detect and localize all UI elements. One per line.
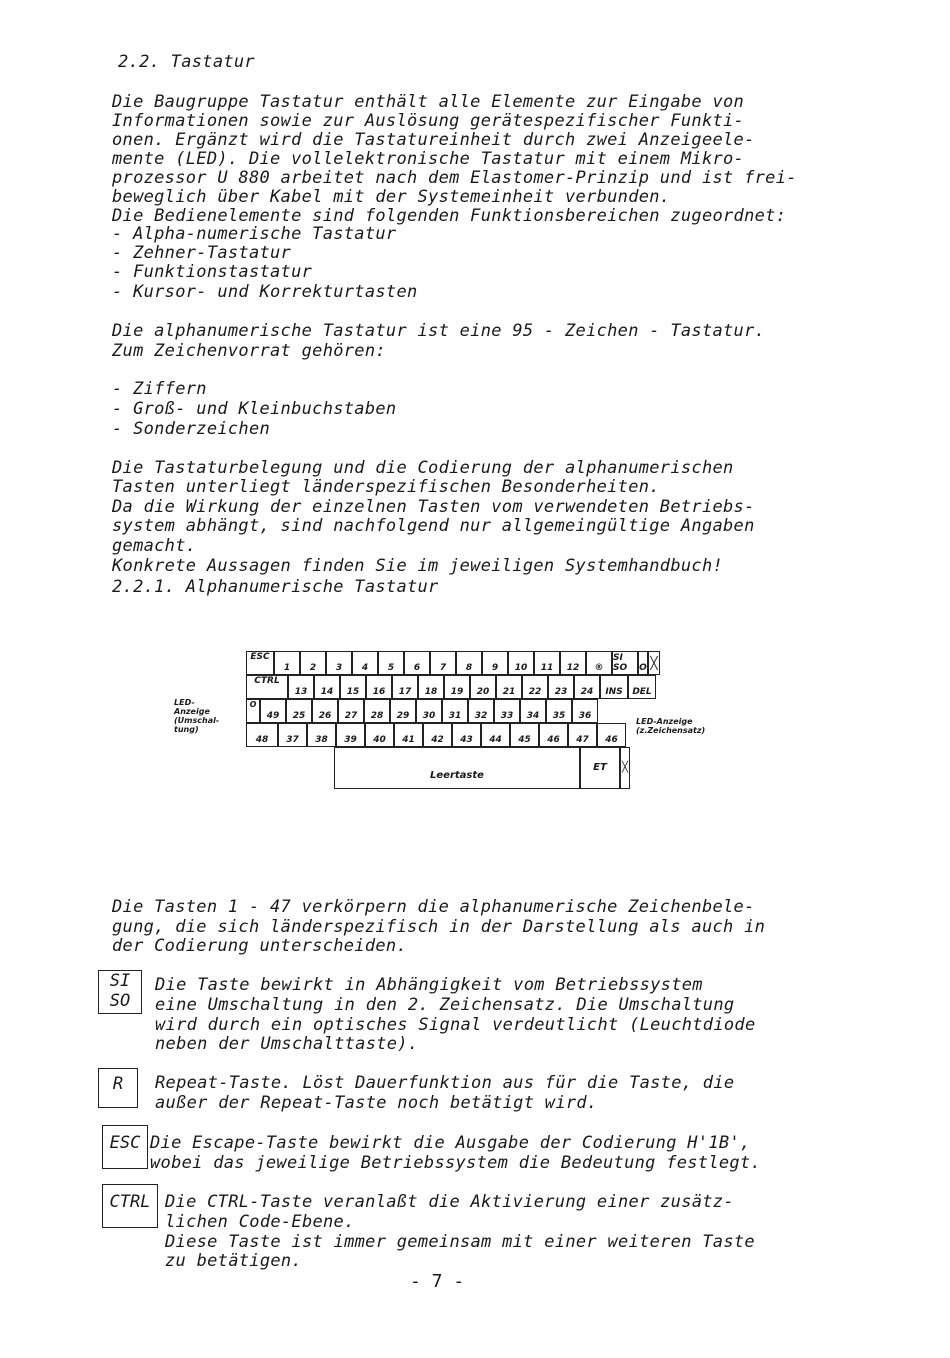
- key-row3: 29: [390, 699, 416, 723]
- list-item: - Funktionstastatur: [112, 262, 313, 282]
- text-line: Da die Wirkung der einzelnen Tasten vom verwendeten Betriebs-: [112, 497, 755, 517]
- text-line: eine Umschaltung in den 2. Zeichensatz. Die Umschaltung: [155, 995, 735, 1015]
- repeat-key-box: R: [98, 1068, 138, 1108]
- section-title: 2.2. Tastatur: [118, 52, 255, 72]
- list-item: - Kursor- und Korrekturtasten: [112, 282, 418, 302]
- text-line: Die Tasten 1 - 47 verkörpern die alphanumerische Zeichenbele-: [112, 897, 755, 917]
- key-row2: 18: [418, 675, 444, 699]
- key-row2: 23: [548, 675, 574, 699]
- text-line: Zum Zeichenvorrat gehören:: [112, 341, 386, 361]
- key-row4: 46: [597, 723, 626, 747]
- text-line: zu betätigen.: [165, 1251, 302, 1271]
- key-row1: ╳: [648, 651, 660, 675]
- page-number: - 7 -: [410, 1271, 465, 1292]
- key-row3: 34: [520, 699, 546, 723]
- key-row3: 30: [416, 699, 442, 723]
- key-row4: 40: [365, 723, 394, 747]
- text-line: Die alphanumerische Tastatur ist eine 95 - Zeichen - Tastatur.: [112, 321, 766, 341]
- key-row2: 13: [288, 675, 314, 699]
- key-row2: 21: [496, 675, 522, 699]
- text-line: Die Bedienelemente sind folgenden Funktionsbereichen zugeordnet:: [112, 206, 787, 226]
- key-row1: 2: [300, 651, 326, 675]
- key-row3: 26: [312, 699, 338, 723]
- key-row1: O: [638, 651, 648, 675]
- key-row1: 4: [352, 651, 378, 675]
- key-row2: 15: [340, 675, 366, 699]
- text-line: system abhängt, sind nachfolgend nur allgemeingültige Angaben: [112, 516, 755, 536]
- text-line: Diese Taste ist immer gemeinsam mit einer weiteren Taste: [165, 1232, 755, 1252]
- list-item: - Zehner-Tastatur: [112, 243, 292, 263]
- text-line: neben der Umschalttaste).: [155, 1034, 419, 1054]
- text-line: Die Baugruppe Tastatur enthält alle Elemente zur Eingabe von: [112, 92, 745, 112]
- key-row3: 35: [546, 699, 572, 723]
- key-row2: 20: [470, 675, 496, 699]
- key-row4: 46: [539, 723, 568, 747]
- text-line: außer der Repeat-Taste noch betätigt wird.: [155, 1093, 598, 1113]
- key-row3: 31: [442, 699, 468, 723]
- key-row1: ®: [586, 651, 612, 675]
- key-row1: 1: [274, 651, 300, 675]
- text-line: gung, die sich länderspezifisch in der Darstellung als auch in: [112, 917, 766, 937]
- key-row1: 3: [326, 651, 352, 675]
- key-row1: 5: [378, 651, 404, 675]
- list-item: - Ziffern: [112, 379, 207, 399]
- key-row2: INS: [600, 675, 628, 699]
- key-row2: 22: [522, 675, 548, 699]
- key-row4: 37: [278, 723, 307, 747]
- key-row1: 10: [508, 651, 534, 675]
- key-row3: 49: [260, 699, 286, 723]
- et-key: ET: [580, 747, 620, 789]
- key-row3: 36: [572, 699, 598, 723]
- key-row2: DEL: [628, 675, 656, 699]
- key-row2: CTRL: [246, 675, 288, 699]
- text-line: lichen Code-Ebene.: [165, 1212, 355, 1232]
- key-row4: 41: [394, 723, 423, 747]
- keyboard-diagram: [174, 645, 748, 805]
- key-row4: 38: [307, 723, 336, 747]
- led-right-label: LED-Anzeige (z.Zeichensatz): [636, 717, 706, 735]
- key-row2: 19: [444, 675, 470, 699]
- key-row4: 44: [481, 723, 510, 747]
- text-line: Die Taste bewirkt in Abhängigkeit vom Betriebssystem: [155, 975, 703, 995]
- key-row4: 47: [568, 723, 597, 747]
- text-line: Repeat-Taste. Löst Dauerfunktion aus für die Taste, die: [155, 1073, 735, 1093]
- key-row1: 6: [404, 651, 430, 675]
- si-so-key-box: SI SO: [98, 970, 142, 1014]
- text-line: Die Tastaturbelegung und die Codierung der alphanumerischen: [112, 458, 734, 478]
- key-row3: 28: [364, 699, 390, 723]
- key-row2: 16: [366, 675, 392, 699]
- text-line: der Codierung unterscheiden.: [112, 936, 407, 956]
- subsection-title: 2.2.1. Alphanumerische Tastatur: [112, 577, 439, 597]
- key-row4: 48: [246, 723, 278, 747]
- blank-key: ╳: [620, 747, 630, 789]
- text-line: Konkrete Aussagen finden Sie im jeweiligen Systemhandbuch!: [112, 556, 724, 576]
- esc-key-box: ESC: [102, 1125, 148, 1169]
- key-row4: 39: [336, 723, 365, 747]
- text-line: Die CTRL-Taste veranlaßt die Aktivierung einer zusätz-: [165, 1192, 734, 1212]
- ctrl-key-box: CTRL: [102, 1184, 158, 1228]
- space-bar-key: Leertaste: [334, 747, 580, 789]
- key-row3: 32: [468, 699, 494, 723]
- key-row3: 25: [286, 699, 312, 723]
- list-item: - Alpha-numerische Tastatur: [112, 224, 397, 244]
- key-row2: 14: [314, 675, 340, 699]
- text-line: mente (LED). Die vollelektronische Tastatur mit einem Mikro-: [112, 149, 745, 169]
- key-row1: 8: [456, 651, 482, 675]
- text-line: onen. Ergänzt wird die Tastatureinheit durch zwei Anzeigeele-: [112, 130, 755, 150]
- key-row1: 9: [482, 651, 508, 675]
- text-line: beweglich über Kabel mit der Systemeinheit verbunden.: [112, 187, 671, 207]
- text-line: Die Escape-Taste bewirkt die Ausgabe der Codierung H'1B',: [150, 1133, 751, 1153]
- list-item: - Sonderzeichen: [112, 419, 271, 439]
- key-row1: ESC: [246, 651, 274, 675]
- key-row2: 17: [392, 675, 418, 699]
- text-line: Informationen sowie zur Auslösung gerätespezifischer Funkti-: [112, 111, 745, 131]
- text-line: Tasten unterliegt länderspezifischen Besonderheiten.: [112, 477, 660, 497]
- key-row4: 43: [452, 723, 481, 747]
- key-row1: 11: [534, 651, 560, 675]
- text-line: wird durch ein optisches Signal verdeutlicht (Leuchtdiode: [155, 1015, 756, 1035]
- key-row4: 45: [510, 723, 539, 747]
- key-row1: SI SO: [612, 651, 638, 675]
- text-line: prozessor U 880 arbeitet nach dem Elastomer-Prinzip und ist frei-: [112, 168, 797, 188]
- key-row1: 12: [560, 651, 586, 675]
- key-row2: 24: [574, 675, 600, 699]
- key-row3: O: [246, 699, 260, 723]
- led-left-label: LED- Anzeige (Umschal- tung): [174, 698, 220, 734]
- key-row3: 33: [494, 699, 520, 723]
- list-item: - Groß- und Kleinbuchstaben: [112, 399, 397, 419]
- key-row4: 42: [423, 723, 452, 747]
- text-line: gemacht.: [112, 536, 197, 556]
- key-row3: 27: [338, 699, 364, 723]
- text-line: wobei das jeweilige Betriebssystem die Bedeutung festlegt.: [150, 1153, 762, 1173]
- key-row1: 7: [430, 651, 456, 675]
